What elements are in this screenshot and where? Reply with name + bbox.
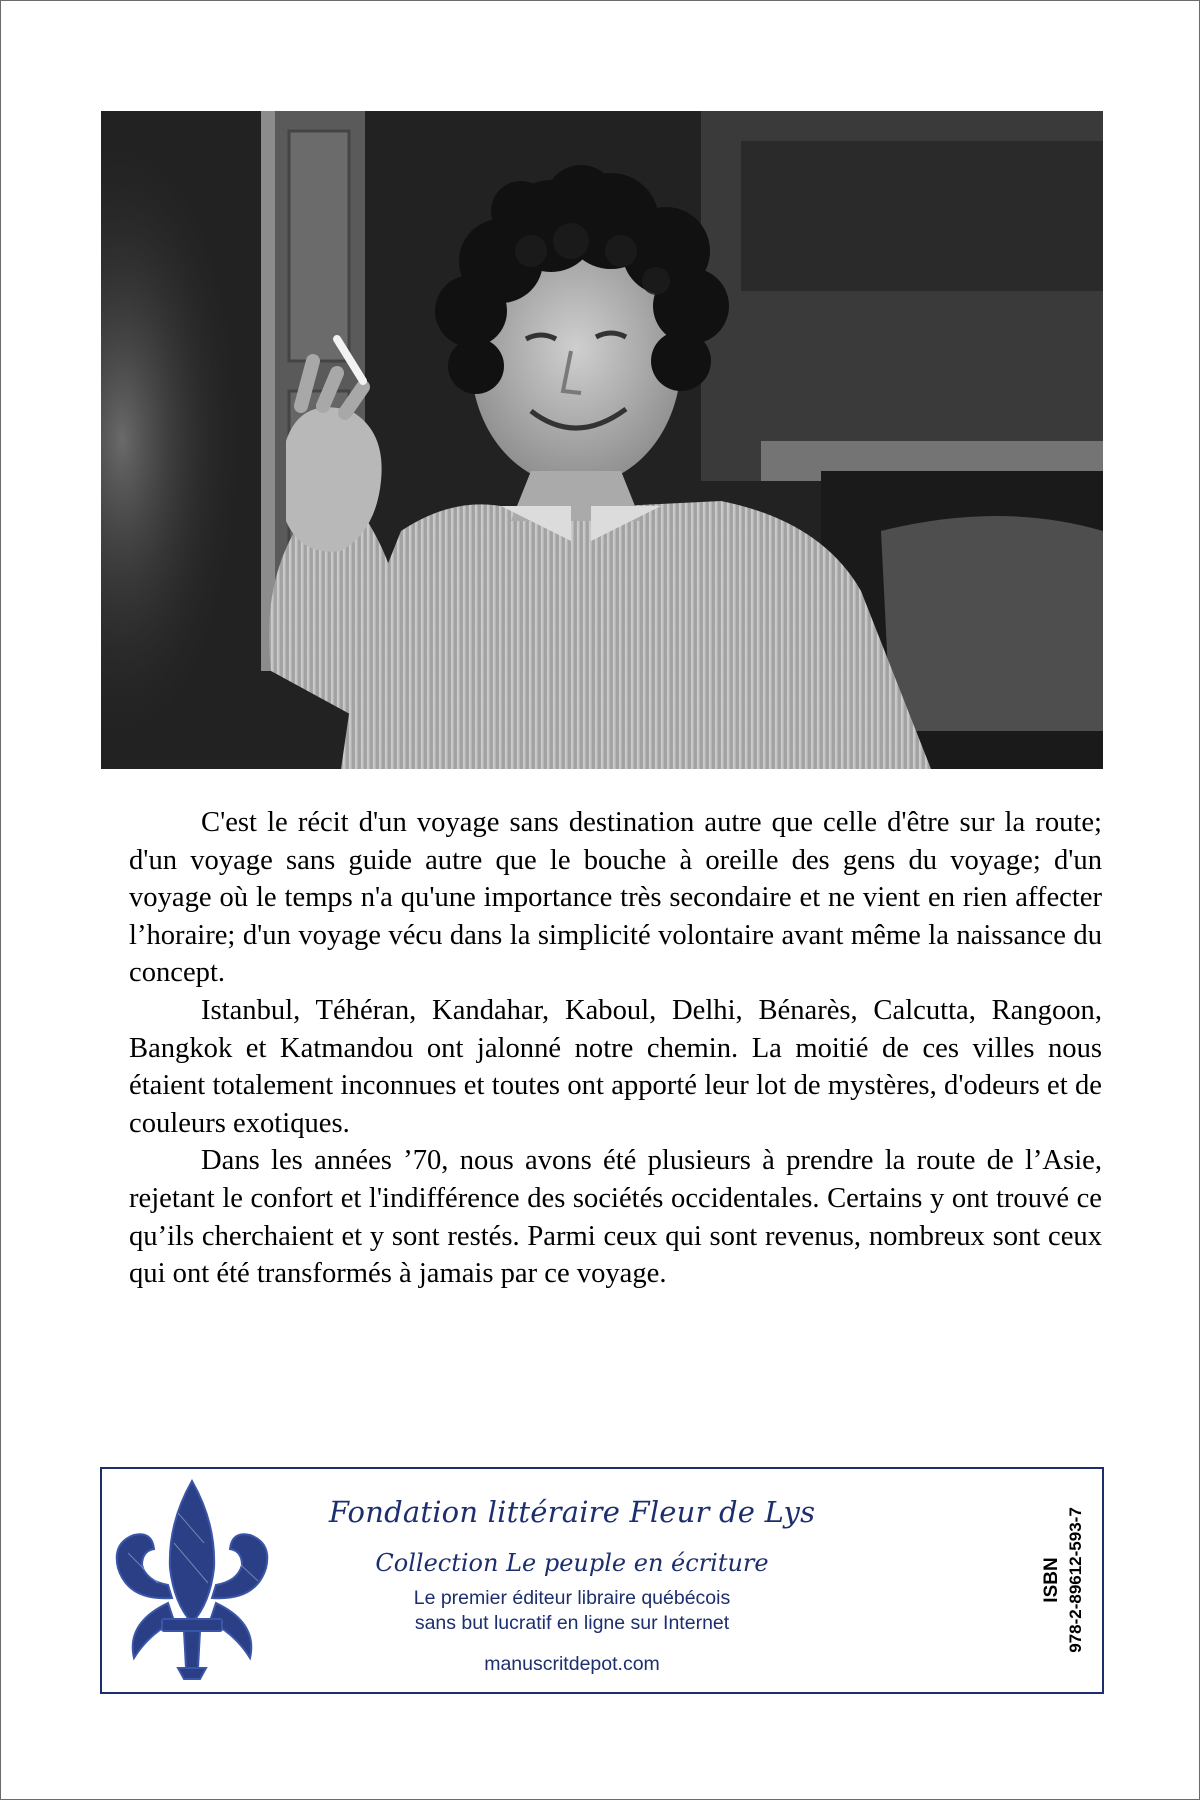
isbn-block <box>1032 1477 1096 1683</box>
synopsis-paragraph: Istanbul, Téhéran, Kandahar, Kaboul, Delhi, Bénarès, Calcutta, Rangoon, Bangkok et Katmandou ont jalonné notre chemin. La moitié de ces villes nous étaient totalement inconnues et toutes ont apporté leur lot de mystères, d'odeurs et de couleurs exotiques. <box>129 994 1102 1139</box>
synopsis-paragraph: Dans les années ’70, nous avons été plusieurs à prendre la route de l’Asie, rejetant le confort et l'indifférence des sociétés occidentales. Certains y ont trouvé ce qu’ils cherchaient et y sont restés. Parmi ceux qui sont revenus, nombreux sont ceux qui ont été transformés à jamais par ce voyage. <box>129 1145 1102 1290</box>
foundation-name: Fondation littéraire Fleur de Lys <box>328 1495 816 1529</box>
author-portrait-photo-icon <box>101 111 1103 769</box>
isbn-label: ISBN <box>1041 1557 1062 1603</box>
synopsis-paragraph: C'est le récit d'un voyage sans destination autre que celle d'être sur la route; d'un voyage sans guide autre que le bouche à oreille des gens du voyage; d'un voyage où le temps n'a qu'une importance très secondaire et ne vient en rien affecter l’horaire; d'un voyage vécu dans la simplicité volontaire avant même la naissance du concept. <box>129 807 1102 989</box>
publisher-url[interactable]: manuscritdepot.com <box>484 1653 660 1675</box>
publisher-tagline-2: sans but lucratif en ligne sur Internet <box>414 1612 730 1634</box>
publisher-box <box>100 1467 1104 1694</box>
synopsis-text <box>129 804 1102 1293</box>
author-photo <box>101 111 1103 769</box>
collection-name: Collection Le peuple en écriture <box>375 1549 769 1577</box>
publisher-tagline-1: Le premier éditeur libraire québécois <box>413 1587 731 1609</box>
isbn-number: 978-2-89612-593-7 <box>1066 1507 1085 1653</box>
fleur-de-lys-icon <box>108 1473 276 1687</box>
